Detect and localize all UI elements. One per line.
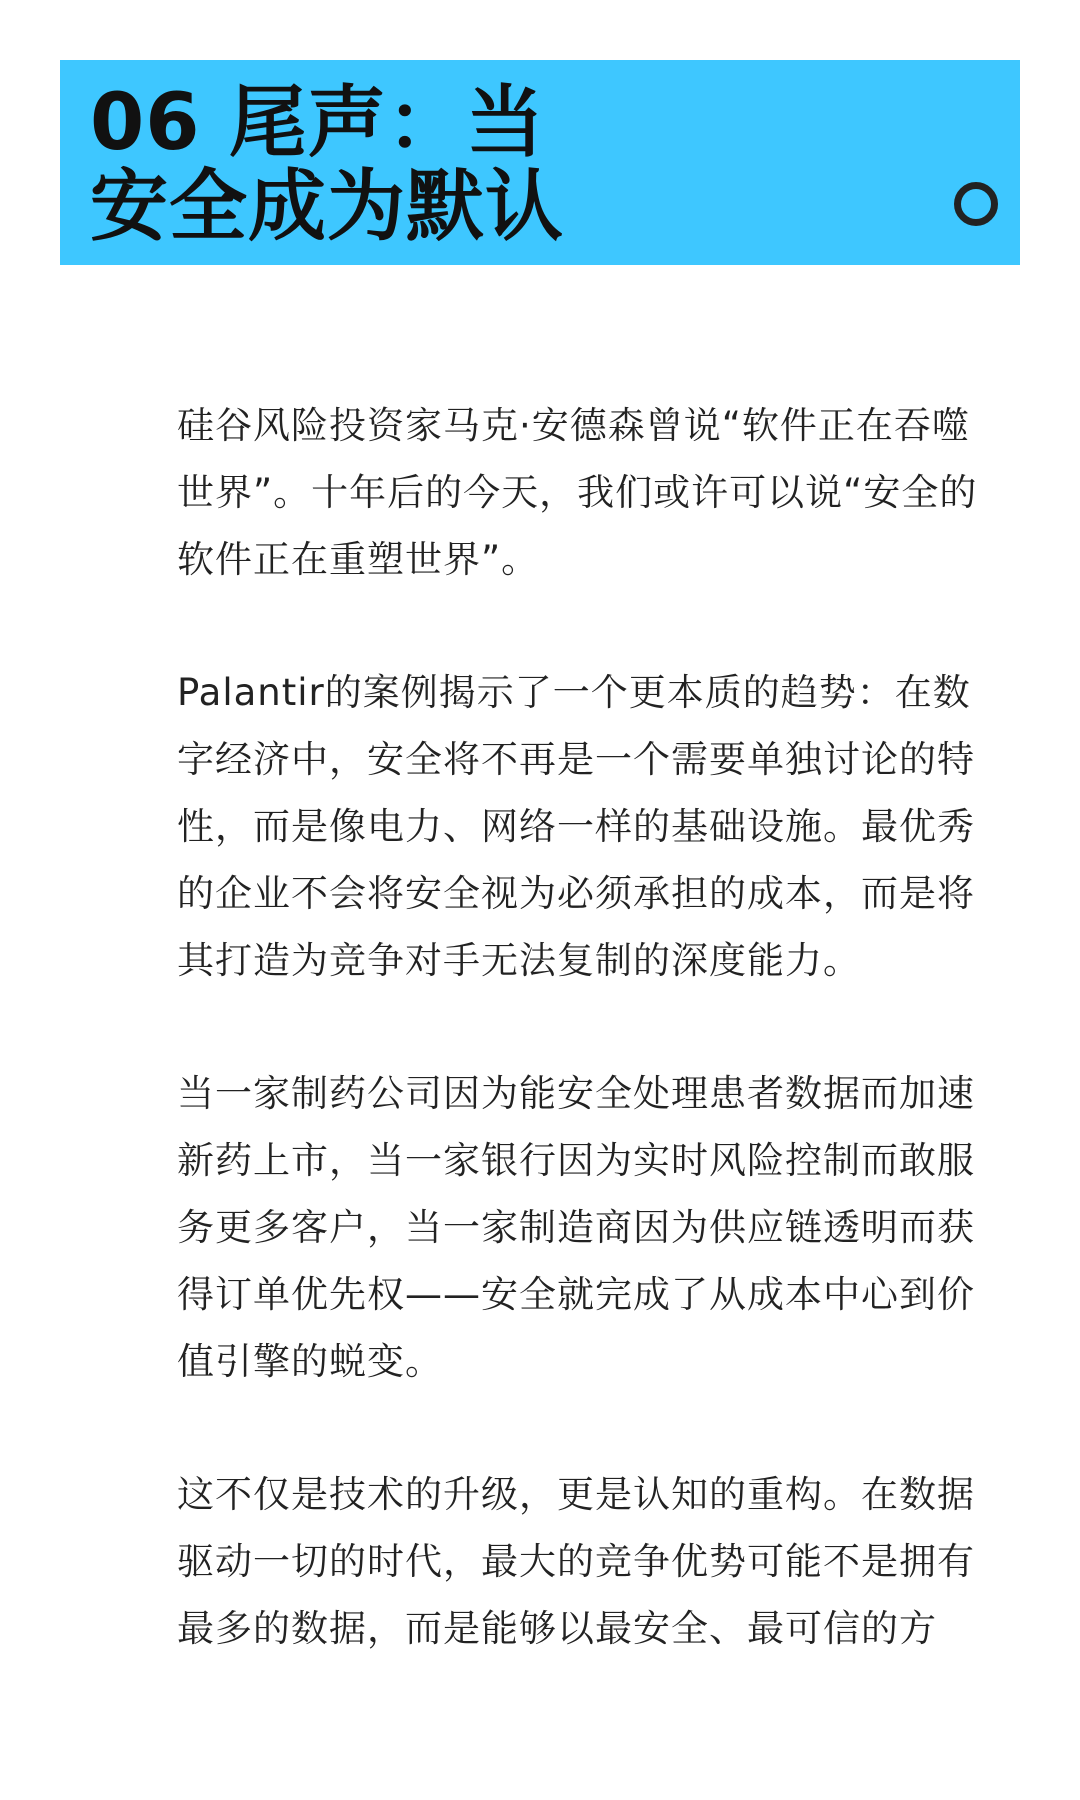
text-line: 其打造为竞争对手无法复制的深度能力。 — [177, 939, 861, 982]
paragraph — [177, 392, 1023, 593]
circle-icon — [954, 182, 998, 226]
text-line: 硅谷风险投资家马克·安德森曾说“软件正在吞噬 — [177, 404, 970, 447]
paragraph — [177, 659, 1023, 994]
text-line: 软件正在重塑世界”。 — [177, 538, 540, 581]
text-line: 驱动一切的时代，最大的竞争优势可能不是拥有 — [177, 1540, 975, 1583]
text-line: 性，而是像电力、网络一样的基础设施。最优秀 — [177, 805, 975, 848]
text-line: 世界”。十年后的今天，我们或许可以说“安全的 — [177, 471, 978, 514]
text-line: Palantir的案例揭示了一个更本质的趋势：在数 — [177, 671, 971, 714]
article-body — [177, 392, 1023, 1728]
text-line: 的企业不会将安全视为必须承担的成本，而是将 — [177, 872, 975, 915]
text-line: 当一家制药公司因为能安全处理患者数据而加速 — [177, 1072, 975, 1115]
title-banner — [60, 60, 1020, 265]
text-line: 这不仅是技术的升级，更是认知的重构。在数据 — [177, 1473, 975, 1516]
text-line: 务更多客户，当一家制造商因为供应链透明而获 — [177, 1206, 975, 1249]
page-title-line-2: 安全成为默认 — [90, 162, 565, 252]
text-line: 得订单优先权——安全就完成了从成本中心到价 — [177, 1273, 975, 1316]
paragraph — [177, 1060, 1023, 1395]
text-line: 字经济中，安全将不再是一个需要单独讨论的特 — [177, 738, 975, 781]
text-line: 新药上市，当一家银行因为实时风险控制而敢服 — [177, 1139, 975, 1182]
paragraph — [177, 1461, 1023, 1662]
text-line: 最多的数据，而是能够以最安全、最可信的方 — [177, 1607, 937, 1650]
page-title-line-1: 06 尾声：当 — [90, 78, 545, 168]
text-line: 值引擎的蜕变。 — [177, 1340, 443, 1383]
